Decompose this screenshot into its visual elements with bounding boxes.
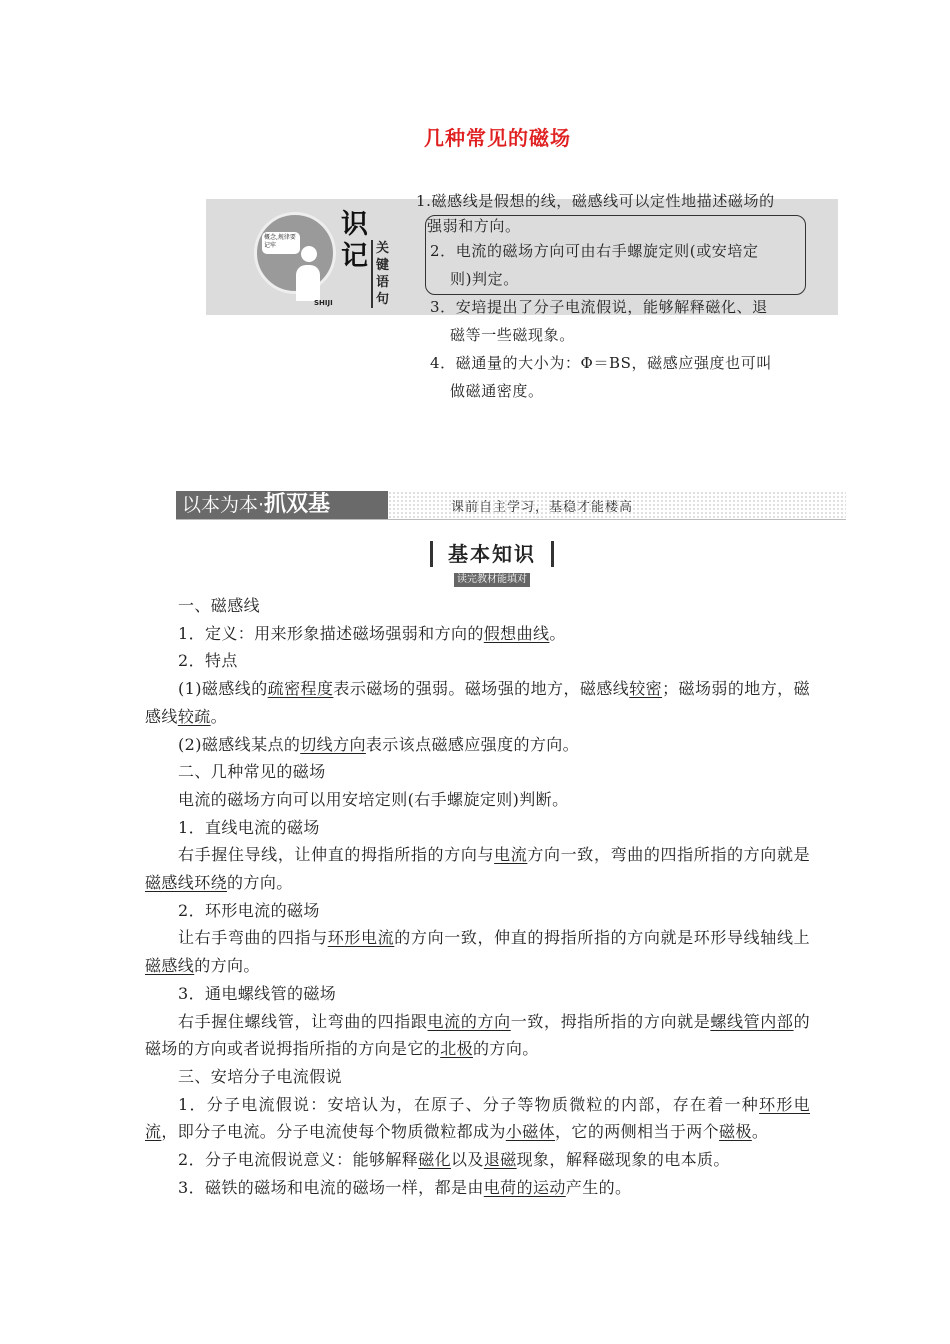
paragraph (145, 1091, 810, 1146)
paragraph (145, 647, 810, 675)
text-segment: 电流的磁场方向可以用安培定则(右手螺旋定则)判断。 (178, 789, 569, 809)
text-segment: 1．定义：用来形象描述磁场强弱和方向的 (178, 623, 484, 643)
fill-in-answer: 较疏 (177, 706, 211, 726)
key-line: 3．安培提出了分子电流假说，能够解释磁化、退 (430, 298, 768, 316)
text-segment: 的方向。 (473, 1039, 539, 1059)
text-segment: 的方向。 (194, 956, 260, 976)
fill-in-answer: 磁感线 (145, 956, 195, 976)
text-segment: 现象，解释磁现象的电本质。 (516, 1150, 730, 1170)
paragraph (145, 731, 810, 759)
paragraph (145, 675, 810, 730)
fill-in-answer: 电荷的运动 (483, 1177, 566, 1197)
text-segment: 的方向。 (227, 873, 293, 893)
page-title: 几种常见的磁场 (424, 126, 571, 150)
text-segment: 1．分子电流假说：安培认为，在原子、分子等物质微粒的内部，存在着一种 (178, 1094, 760, 1114)
section-subtitle: 课前自主学习，基稳才能楼高 (451, 500, 634, 515)
text-segment: 产生的。 (565, 1177, 632, 1197)
fill-in-answer: 假想曲线 (483, 623, 550, 643)
text-segment: 。 (210, 706, 228, 726)
paragraph (145, 1174, 810, 1202)
paragraph (145, 1146, 810, 1174)
key-line: 则)判定。 (450, 270, 519, 288)
text-segment: ，它的两侧相当于两个 (555, 1122, 720, 1142)
text-segment: 表示磁场的强弱。磁场强的地方，磁感线 (333, 679, 630, 699)
text-segment: 3．磁铁的磁场和电流的磁场一样，都是由 (178, 1177, 484, 1197)
text-segment: 右手握住导线，让伸直的拇指所指的方向与 (178, 845, 495, 865)
fill-in-answer: 较密 (629, 679, 663, 699)
paragraph (145, 1008, 810, 1063)
fill-in-answer: 电流的方向 (427, 1011, 511, 1031)
text-segment: 2．特点 (178, 651, 238, 671)
text-segment: 二、几种常见的磁场 (178, 762, 326, 782)
paragraph (145, 841, 810, 896)
logo-text: SHIJI (314, 299, 333, 307)
text-segment: 方向一致，弯曲的四指所指的方向就是 (527, 845, 810, 865)
knowledge-title: 基本知识 (430, 541, 554, 567)
fill-in-answer: 磁感线环绕 (145, 873, 228, 893)
paragraph (145, 592, 810, 620)
fill-in-answer: 疏密程度 (267, 679, 334, 699)
paragraph (145, 897, 810, 925)
knowledge-subtitle: 读完教材能填对 (454, 573, 530, 587)
section-title-b: 抓双基 (264, 492, 331, 517)
paragraph (145, 980, 810, 1008)
fill-in-answer: 切线方向 (300, 734, 366, 754)
section-title-a: 以本为本· (182, 494, 265, 516)
body-text (145, 592, 810, 1201)
person-body-icon (296, 265, 320, 301)
text-segment: 1．直线电流的磁场 (178, 817, 320, 837)
person-icon (301, 246, 317, 262)
fill-in-answer: 环形电流 (327, 928, 395, 948)
fill-in-answer: 北极 (440, 1039, 474, 1059)
paragraph (145, 786, 810, 814)
fill-in-answer: 磁极 (719, 1122, 752, 1142)
text-segment: 。 (549, 623, 566, 643)
text-segment: 三、安培分子电流假说 (178, 1066, 343, 1086)
fill-in-answer: 磁化 (418, 1150, 451, 1170)
text-segment: 一致，拇指所指的方向就是 (510, 1011, 711, 1031)
section-title (176, 491, 388, 519)
text-segment: 的方向一致，伸直的拇指所指的方向就是环形导线轴线上 (394, 928, 810, 948)
key-line: 磁等一些磁现象。 (450, 326, 575, 344)
paragraph (145, 758, 810, 786)
text-segment: ，即分子电流。分子电流使每个物质微粒都成为 (161, 1122, 506, 1142)
key-line: 1.磁感线是假想的线，磁感线可以定性地描述磁场的 (416, 192, 775, 210)
fill-in-answer: 螺线管内部 (710, 1011, 794, 1031)
text-segment: 以及 (451, 1150, 484, 1170)
paragraph (145, 814, 810, 842)
text-segment: 3．通电螺线管的磁场 (178, 983, 337, 1003)
fill-in-answer: 小磁体 (505, 1122, 556, 1142)
paragraph (145, 924, 810, 979)
text-segment: 右手握住螺线管，让弯曲的四指跟 (178, 1011, 428, 1031)
vertical-label: 关键语句 (371, 240, 396, 308)
key-line: 2．电流的磁场方向可由右手螺旋定则(或安培定 (430, 242, 759, 260)
fill-in-answer: 退磁 (483, 1150, 517, 1170)
icon-char-shi: 识 (341, 209, 368, 240)
text-segment: 的磁场的方向或者说拇指所指的方向是它的 (145, 1011, 810, 1059)
text-segment: 。 (751, 1122, 769, 1142)
text-segment: 一、磁感线 (178, 596, 261, 615)
text-segment: 表示该点磁感应强度的方向。 (365, 734, 580, 754)
fill-in-answer: 电流 (494, 845, 528, 865)
text-segment: 2．环形电流的磁场 (178, 900, 320, 920)
knowledge-header (430, 541, 554, 587)
section-header (176, 491, 846, 520)
text-segment: (2)磁感线某点的 (178, 734, 301, 754)
text-segment: ；磁场弱的地方，磁感线 (145, 679, 810, 726)
text-segment: 2．分子电流假说意义：能够解释 (178, 1150, 419, 1170)
text-segment: 让右手弯曲的四指与 (178, 928, 328, 948)
paragraph (145, 1063, 810, 1091)
paragraph (145, 620, 810, 648)
key-line: 4．磁通量的大小为：Φ＝BS，磁感应强度也可叫 (430, 354, 772, 372)
text-segment: (1)磁感线的 (178, 679, 268, 699)
key-line: 强弱和方向。 (427, 217, 521, 235)
icon-char-ji: 记 (341, 241, 368, 272)
speech-bubble: 概念,规律要记牢 (262, 232, 300, 254)
fill-in-answer: 环形电流 (145, 1094, 811, 1142)
key-line: 做磁通密度。 (450, 382, 544, 400)
